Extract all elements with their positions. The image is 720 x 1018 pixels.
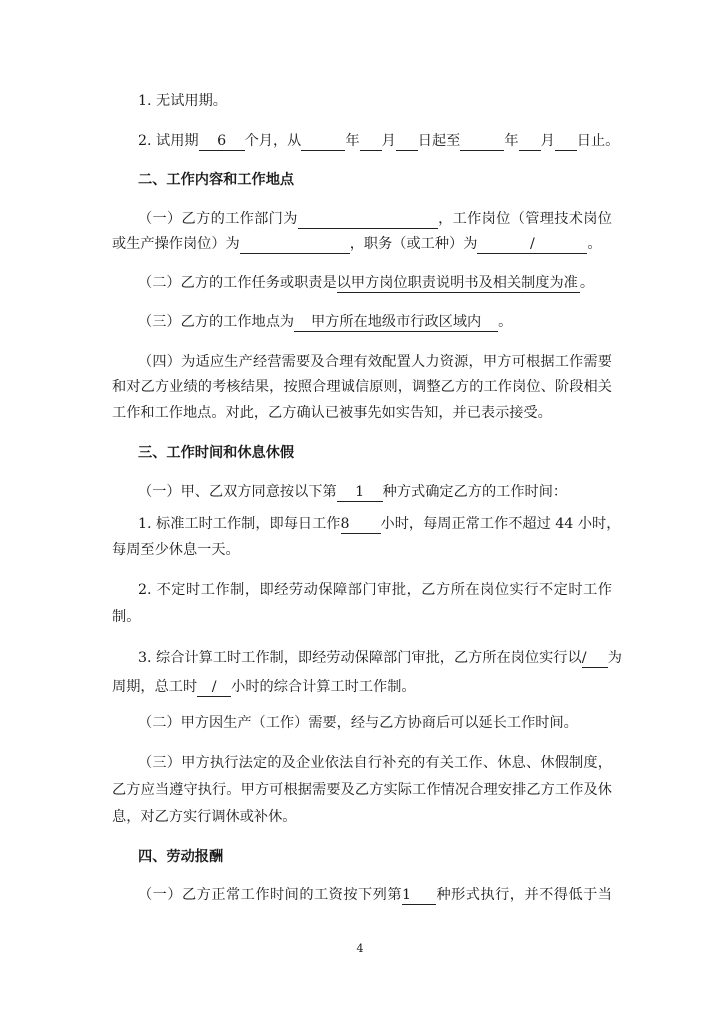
text: （二）乙方的工作任务或职责是 [138,275,337,291]
paragraph-line: 制。 [112,609,141,625]
work-time-choice-field: 1 [337,484,383,502]
paragraph-line: 每周至少休息一天。 [112,542,240,558]
paragraph-line [112,677,612,697]
paragraph-line [138,312,612,332]
probation-item-1: 1. 无试用期。 [138,93,227,109]
text: 月 [540,133,555,149]
section-heading: 四、劳动报酬 [138,849,224,865]
paragraph-line: 和对乙方业绩的考核结果，按照合理诚信原则，调整乙方的工作岗位、阶段相关 [112,379,612,395]
text: 3. 综合计算工时工作制，即经劳动保障部门审批，乙方所在岗位实行以 [138,650,582,666]
text: ，工作岗位（管理技术岗位 [437,211,612,227]
text: 2. 试用期 [138,133,199,149]
paragraph-line: （二）甲方因生产（工作）需要，经与乙方协商后可以延长工作时间。 [138,715,578,731]
position-field [240,236,350,254]
paragraph-line [138,482,612,502]
paragraph-line: 息，对乙方实行调休或补休。 [112,809,297,825]
text: 日止。 [576,133,620,149]
text: 小时，每周正常工作不超过 44 小时， [380,516,621,532]
text: 小时的综合计算工时工作制。 [231,679,416,695]
paragraph-line [138,648,622,668]
paragraph-line: 2. 不定时工作制，即经劳动保障部门审批，乙方所在岗位实行不定时工作 [138,582,612,598]
total-hours-field: / [197,679,231,697]
text: 为 [607,650,622,666]
text: 个月，从 [244,133,302,149]
text: 月 [381,133,396,149]
text: 。 [587,236,602,252]
paragraph-line [138,273,612,293]
text: 种方式确定乙方的工作时间： [382,484,568,500]
blank-field [396,133,418,151]
blank-field [460,133,504,151]
blank-field [519,133,541,151]
wage-form-choice-field: 1 [402,887,436,905]
probation-months-field: 6 [199,133,245,151]
text: （一）乙方的工作部门为 [138,211,298,227]
paragraph-line [138,209,612,229]
paragraph-line [138,514,621,534]
probation-item-2 [138,131,620,151]
work-location-field: 甲方所在地级市行政区域内 [294,314,498,332]
duties-field: 以甲方岗位职责说明书及相关制度为准 [336,275,578,291]
paragraph-line [138,885,612,905]
blank-field [360,133,382,151]
text: 。 [579,275,595,291]
text: （一）甲、乙双方同意按以下第 [138,484,337,500]
blank-field [301,133,345,151]
text: （一）乙方正常工作时间的工资按下列第 [138,887,402,903]
paragraph-line: 乙方应当遵守执行。甲方可根据需要及乙方实际工作情况合理安排乙方工作及休 [112,782,612,798]
section-heading: 二、工作内容和工作地点 [138,172,295,188]
text: （三）乙方的工作地点为 [138,314,295,330]
text: 1. 标准工时工作制，即每日工作 [138,516,341,532]
text: 。 [498,314,513,330]
paragraph-line: （三）甲方执行法定的及企业依法自行补充的有关工作、休息、休假制度， [138,755,612,771]
text: 年 [345,133,360,149]
cycle-period-field: / [582,650,608,668]
text: 种形式执行，并不得低于当 [435,887,612,903]
blank-field [555,133,577,151]
text: 或生产操作岗位）为 [112,236,240,252]
paragraph-line [112,234,612,254]
department-field [298,211,438,229]
paragraph-line: 工作和工作地点。对此，乙方确认已被事先如实告知，并已表示接受。 [112,405,552,421]
text: 年 [504,133,519,149]
text: 日起至 [417,133,461,149]
section-heading: 三、工作时间和休息休假 [138,445,295,461]
daily-hours-field: 8 [341,516,381,534]
text: 周期，总工时 [112,679,198,695]
page-number: 4 [356,942,364,955]
text: ，职务（或工种）为 [349,236,478,252]
job-title-field: / [477,236,587,254]
paragraph-line: （四）为适应生产经营需要及合理有效配置人力资源，甲方可根据工作需要 [138,354,612,370]
